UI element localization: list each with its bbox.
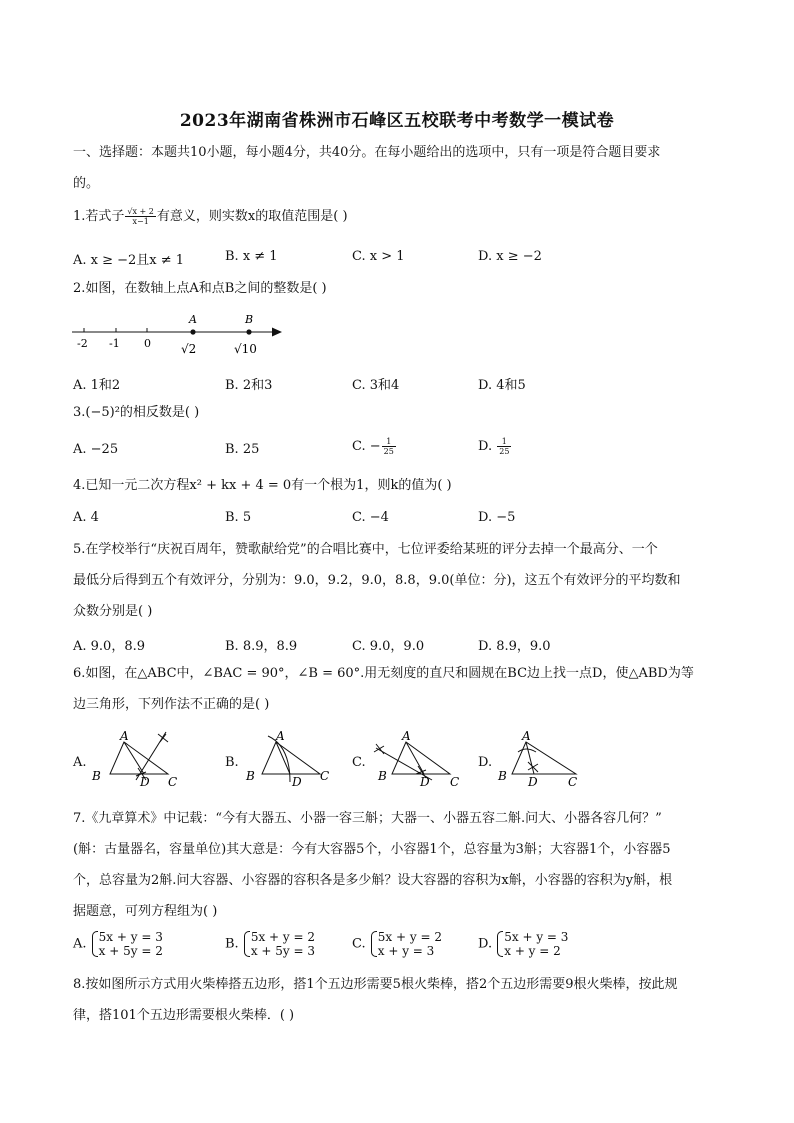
question-5-line2: 最低分后得到五个有效评分，分别为：9.0，9.2，9.0，8.8，9.0(单位：分)，这五个有效评分的平均数和: [73, 573, 681, 588]
q4-option-b[interactable]: B. 5: [225, 510, 252, 525]
q1-stem-pre: 1.若式子: [73, 209, 125, 224]
svg-text:B: B: [378, 769, 387, 783]
q3-d-numerator: 1: [497, 437, 511, 447]
tick-label-neg2: -2: [77, 337, 88, 350]
q7-option-a[interactable]: [73, 930, 163, 958]
q3-option-a[interactable]: A. −25: [73, 442, 119, 457]
point-a-label: A: [189, 313, 197, 326]
svg-text:B: B: [246, 769, 255, 783]
q6-figure-b: [240, 728, 340, 792]
q2-option-a[interactable]: A. 1和2: [73, 378, 121, 393]
q1-option-c[interactable]: C. x > 1: [352, 249, 405, 264]
q2-option-b[interactable]: B. 2和3: [225, 378, 273, 393]
svg-text:C: C: [568, 775, 578, 789]
q4-option-c[interactable]: C. −4: [352, 510, 389, 525]
fig-a-segment-ad: [124, 742, 144, 774]
point-a-dot: [190, 329, 195, 334]
q3-option-b[interactable]: B. 25: [225, 442, 260, 457]
svg-text:C: C: [320, 769, 330, 783]
svg-text:B: B: [498, 769, 507, 783]
question-8-line2: 律，搭101个五边形需要根火柴棒．( ): [73, 1008, 295, 1023]
question-6-line1: 6.如图，在△ABC中，∠BAC = 90°，∠B = 60°.用无刻度的直尺和圆规在BC边上找一点D，使△ABD为等: [73, 666, 694, 681]
q6-option-a-label[interactable]: A.: [73, 755, 87, 770]
q7-option-c-system: 5x + y = 2 x + y = 3: [370, 930, 442, 958]
q3-c-numerator: 1: [382, 437, 396, 447]
q1-option-d[interactable]: D. x ≥ −2: [478, 249, 542, 264]
q1-stem-post: 有意义，则实数x的取值范围是( ): [156, 209, 348, 224]
question-3-stem: 3.(−5)²的相反数是( ): [73, 405, 200, 420]
q3-option-c[interactable]: [352, 437, 397, 456]
page-title: 2023年湖南省株洲市石峰区五校联考中考数学一模试卷: [179, 111, 615, 131]
svg-text:A: A: [402, 729, 411, 743]
q4-option-d[interactable]: D. −5: [478, 510, 516, 525]
svg-text:C: C: [168, 775, 178, 789]
q5-option-c[interactable]: C. 9.0，9.0: [352, 639, 425, 654]
question-5-line3: 众数分别是( ): [73, 604, 153, 619]
q7-option-d-system: 5x + y = 3 x + y = 2: [496, 930, 568, 958]
question-8-line1: 8.按如图所示方式用火柴棒搭五边形，搭1个五边形需要5根火柴棒，搭2个五边形需要9根火柴棒，按此规: [73, 977, 678, 992]
question-1-stem: [73, 207, 348, 226]
q7-option-a-letter: A.: [73, 936, 87, 952]
q3-d-denominator: 25: [499, 447, 510, 456]
q5-option-a[interactable]: A. 9.0，8.9: [73, 639, 146, 654]
svg-text:A: A: [522, 729, 531, 743]
section-header-line2: 的。: [73, 176, 100, 191]
svg-text:D: D: [528, 775, 538, 789]
question-7-line3: 个，总容量为2斛.问大容器、小容器的容积各是多少斛？设大容器的容积为x斛，小容器的容积为y斛，根: [73, 873, 673, 888]
q7-option-d-letter: D.: [478, 936, 493, 952]
question-7-line1: 7.《九章算术》中记载：“今有大器五、小器一容三斛；大器一、小器五容二斛.问大、小器各容几何？”: [73, 811, 662, 826]
svg-text:D: D: [140, 775, 150, 789]
q6-figure-d: [492, 728, 592, 792]
q3-option-d-prefix: D.: [478, 439, 497, 454]
q1-fraction: [125, 207, 156, 226]
q3-option-d-fraction: [497, 437, 511, 456]
q7-option-a-system: 5x + y = 3 x + 5y = 2: [91, 930, 163, 958]
q7-option-b-letter: B.: [225, 936, 239, 952]
svg-text:D: D: [420, 775, 430, 789]
root-2-label: √2: [181, 342, 197, 356]
q7-option-b-system: 5x + y = 2 x + 5y = 3: [243, 930, 315, 958]
q1-option-b[interactable]: B. x ≠ 1: [225, 249, 278, 264]
q7-option-c[interactable]: [352, 930, 442, 958]
root-10-label: √10: [234, 342, 257, 356]
q5-option-b[interactable]: B. 8.9，8.9: [225, 639, 298, 654]
question-7-line2: (斛：古量器名，容量单位)其大意是：今有大容器5个，小容器1个，总容量为3斛；大容器1个，小容器5: [73, 842, 671, 857]
q7-option-c-letter: C.: [352, 936, 366, 952]
q2-option-d[interactable]: D. 4和5: [478, 378, 526, 393]
question-2-stem: 2.如图，在数轴上点A和点B之间的整数是( ): [73, 281, 327, 296]
q6-figure-c: [366, 728, 466, 792]
svg-text:A: A: [120, 729, 129, 743]
q6-option-b-label[interactable]: B.: [225, 755, 239, 770]
svg-text:D: D: [292, 775, 302, 789]
tick-label-neg1: -1: [109, 337, 120, 350]
q6-figure-a: [88, 728, 188, 792]
q7-option-b[interactable]: [225, 930, 315, 958]
number-line-figure: [68, 308, 288, 360]
svg-text:C: C: [450, 775, 460, 789]
svg-text:B: B: [92, 769, 101, 783]
question-7-line4: 据题意，可列方程组为( ): [73, 904, 218, 919]
q1-option-a[interactable]: A. x ≥ −2且x ≠ 1: [73, 253, 185, 268]
q3-c-denominator: 25: [383, 447, 394, 456]
q1-numerator: √x + 2: [127, 207, 154, 216]
q3-option-d[interactable]: [478, 437, 512, 456]
question-4-stem: 4.已知一元二次方程x² + kx + 4 = 0有一个根为1，则k的值为( ): [73, 478, 452, 493]
svg-text:A: A: [276, 729, 285, 743]
point-b-label: B: [245, 313, 254, 326]
question-5-line1: 5.在学校举行“庆祝百周年，赞歌献给党”的合唱比赛中，七位评委给某班的评分去掉一个最高分、一个: [73, 542, 658, 557]
question-6-line2: 边三角形，下列作法不正确的是( ): [73, 697, 270, 712]
q5-option-d[interactable]: D. 8.9，9.0: [478, 639, 551, 654]
q2-option-c[interactable]: C. 3和4: [352, 378, 400, 393]
q7-option-d[interactable]: [478, 930, 568, 958]
section-header-line1: 一、选择题：本题共10小题，每小题4分，共40分。在每小题给出的选项中，只有一项是符合题目要求: [73, 145, 661, 160]
q1-denominator: x−1: [132, 217, 149, 226]
tick-label-0: 0: [144, 337, 151, 350]
q6-option-d-label[interactable]: D.: [478, 755, 493, 770]
q3-option-c-fraction: [382, 437, 396, 456]
q6-option-c-label[interactable]: C.: [352, 755, 366, 770]
q3-option-c-prefix: C. −: [352, 439, 381, 454]
q4-option-a[interactable]: A. 4: [73, 510, 99, 525]
point-b-dot: [246, 329, 251, 334]
